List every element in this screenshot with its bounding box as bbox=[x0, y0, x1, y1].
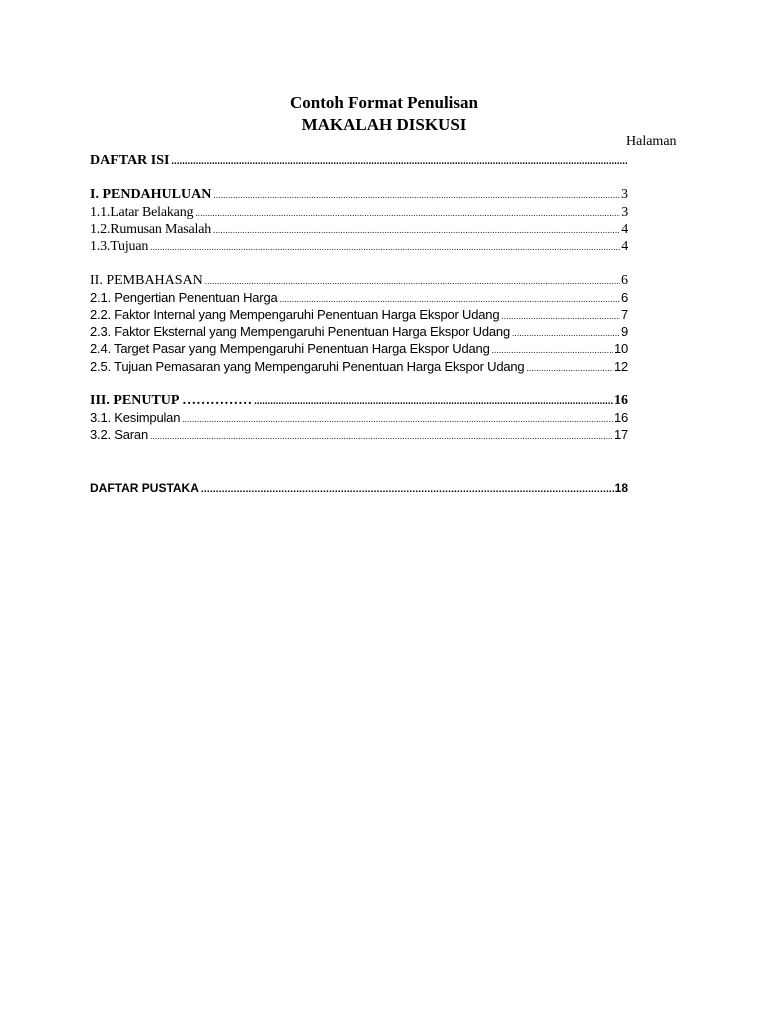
toc-label: 1.3.Tujuan bbox=[90, 239, 149, 254]
toc-entry bbox=[90, 222, 628, 238]
toc-page-number: 3 bbox=[621, 187, 628, 202]
toc-label: 3.2. Saran bbox=[90, 427, 148, 442]
toc-page-number: 3 bbox=[621, 205, 628, 220]
toc-page-number: 7 bbox=[620, 307, 628, 322]
toc-leader-dots bbox=[254, 394, 613, 410]
toc-leader-dots bbox=[182, 411, 613, 427]
toc-page-number: 18 bbox=[614, 481, 628, 495]
page-column-label: Halaman bbox=[626, 134, 677, 149]
toc-entry bbox=[90, 307, 628, 324]
toc-leader-dots bbox=[171, 154, 627, 170]
toc-page-number: 17 bbox=[613, 427, 628, 442]
toc-page-number: 10 bbox=[613, 341, 628, 356]
toc-page-number: 4 bbox=[621, 239, 628, 254]
toc-page-number: 16 bbox=[614, 393, 628, 408]
toc-page-number: 6 bbox=[620, 290, 628, 305]
toc-leader-dots bbox=[213, 222, 620, 238]
toc-leader-dots bbox=[150, 239, 620, 255]
toc-entry-daftar-isi bbox=[90, 153, 628, 170]
toc-label: DAFTAR PUSTAKA bbox=[90, 481, 199, 495]
toc-entry bbox=[90, 324, 628, 341]
toc-entry bbox=[90, 410, 628, 427]
toc-leader-dots bbox=[501, 308, 620, 324]
toc-label: 1.2.Rumusan Masalah bbox=[90, 222, 212, 237]
toc-leader-dots bbox=[201, 482, 614, 498]
toc-leader-dots bbox=[150, 428, 613, 444]
toc-page-number: 4 bbox=[621, 222, 628, 237]
toc-label: 2.4. Target Pasar yang Mempengaruhi Penentuan Harga Ekspor Udang bbox=[90, 341, 490, 356]
toc-page-number: 9 bbox=[620, 324, 628, 339]
toc-entry-daftar-pustaka bbox=[90, 480, 628, 498]
toc-page-number: 16 bbox=[613, 410, 628, 425]
toc-label: II. PEMBAHASAN bbox=[90, 273, 203, 288]
toc-page-number: 6 bbox=[621, 273, 628, 288]
toc-label: 1.1.Latar Belakang bbox=[90, 205, 194, 220]
toc-leader-dots bbox=[213, 187, 620, 203]
toc-leader-dots bbox=[526, 360, 612, 376]
toc-leader-dots bbox=[512, 325, 620, 341]
toc-entry bbox=[90, 290, 628, 307]
toc-heading-pendahuluan bbox=[90, 187, 628, 203]
toc-entry bbox=[90, 359, 628, 376]
toc-leader-dots bbox=[492, 342, 613, 358]
toc-label: 2.1. Pengertian Penentuan Harga bbox=[90, 290, 278, 305]
document-subtitle: MAKALAH DISKUSI bbox=[301, 115, 467, 134]
toc-leader-dots bbox=[205, 273, 620, 289]
toc-label: 3.1. Kesimpulan bbox=[90, 410, 181, 425]
toc-entry bbox=[90, 239, 628, 255]
toc-entry bbox=[90, 427, 628, 444]
toc-label: III. PENUTUP …………… bbox=[90, 393, 253, 408]
document-title: Contoh Format Penulisan bbox=[290, 93, 478, 112]
toc-page-number: 12 bbox=[613, 359, 628, 374]
toc-entry bbox=[90, 205, 628, 221]
toc-entry bbox=[90, 341, 628, 358]
toc-label: I. PENDAHULUAN bbox=[90, 187, 212, 202]
toc-heading-pembahasan bbox=[90, 273, 628, 289]
toc-label: DAFTAR ISI bbox=[90, 153, 170, 168]
toc-label: 2.2. Faktor Internal yang Mempengaruhi Penentuan Harga Ekspor Udang bbox=[90, 307, 500, 322]
toc-leader-dots bbox=[280, 291, 620, 307]
toc-leader-dots bbox=[195, 205, 620, 221]
toc-label: 2.5. Tujuan Pemasaran yang Mempengaruhi Penentuan Harga Ekspor Udang bbox=[90, 359, 525, 374]
toc-label: 2.3. Faktor Eksternal yang Mempengaruhi Penentuan Harga Ekspor Udang bbox=[90, 324, 510, 339]
toc-heading-penutup bbox=[90, 393, 628, 410]
